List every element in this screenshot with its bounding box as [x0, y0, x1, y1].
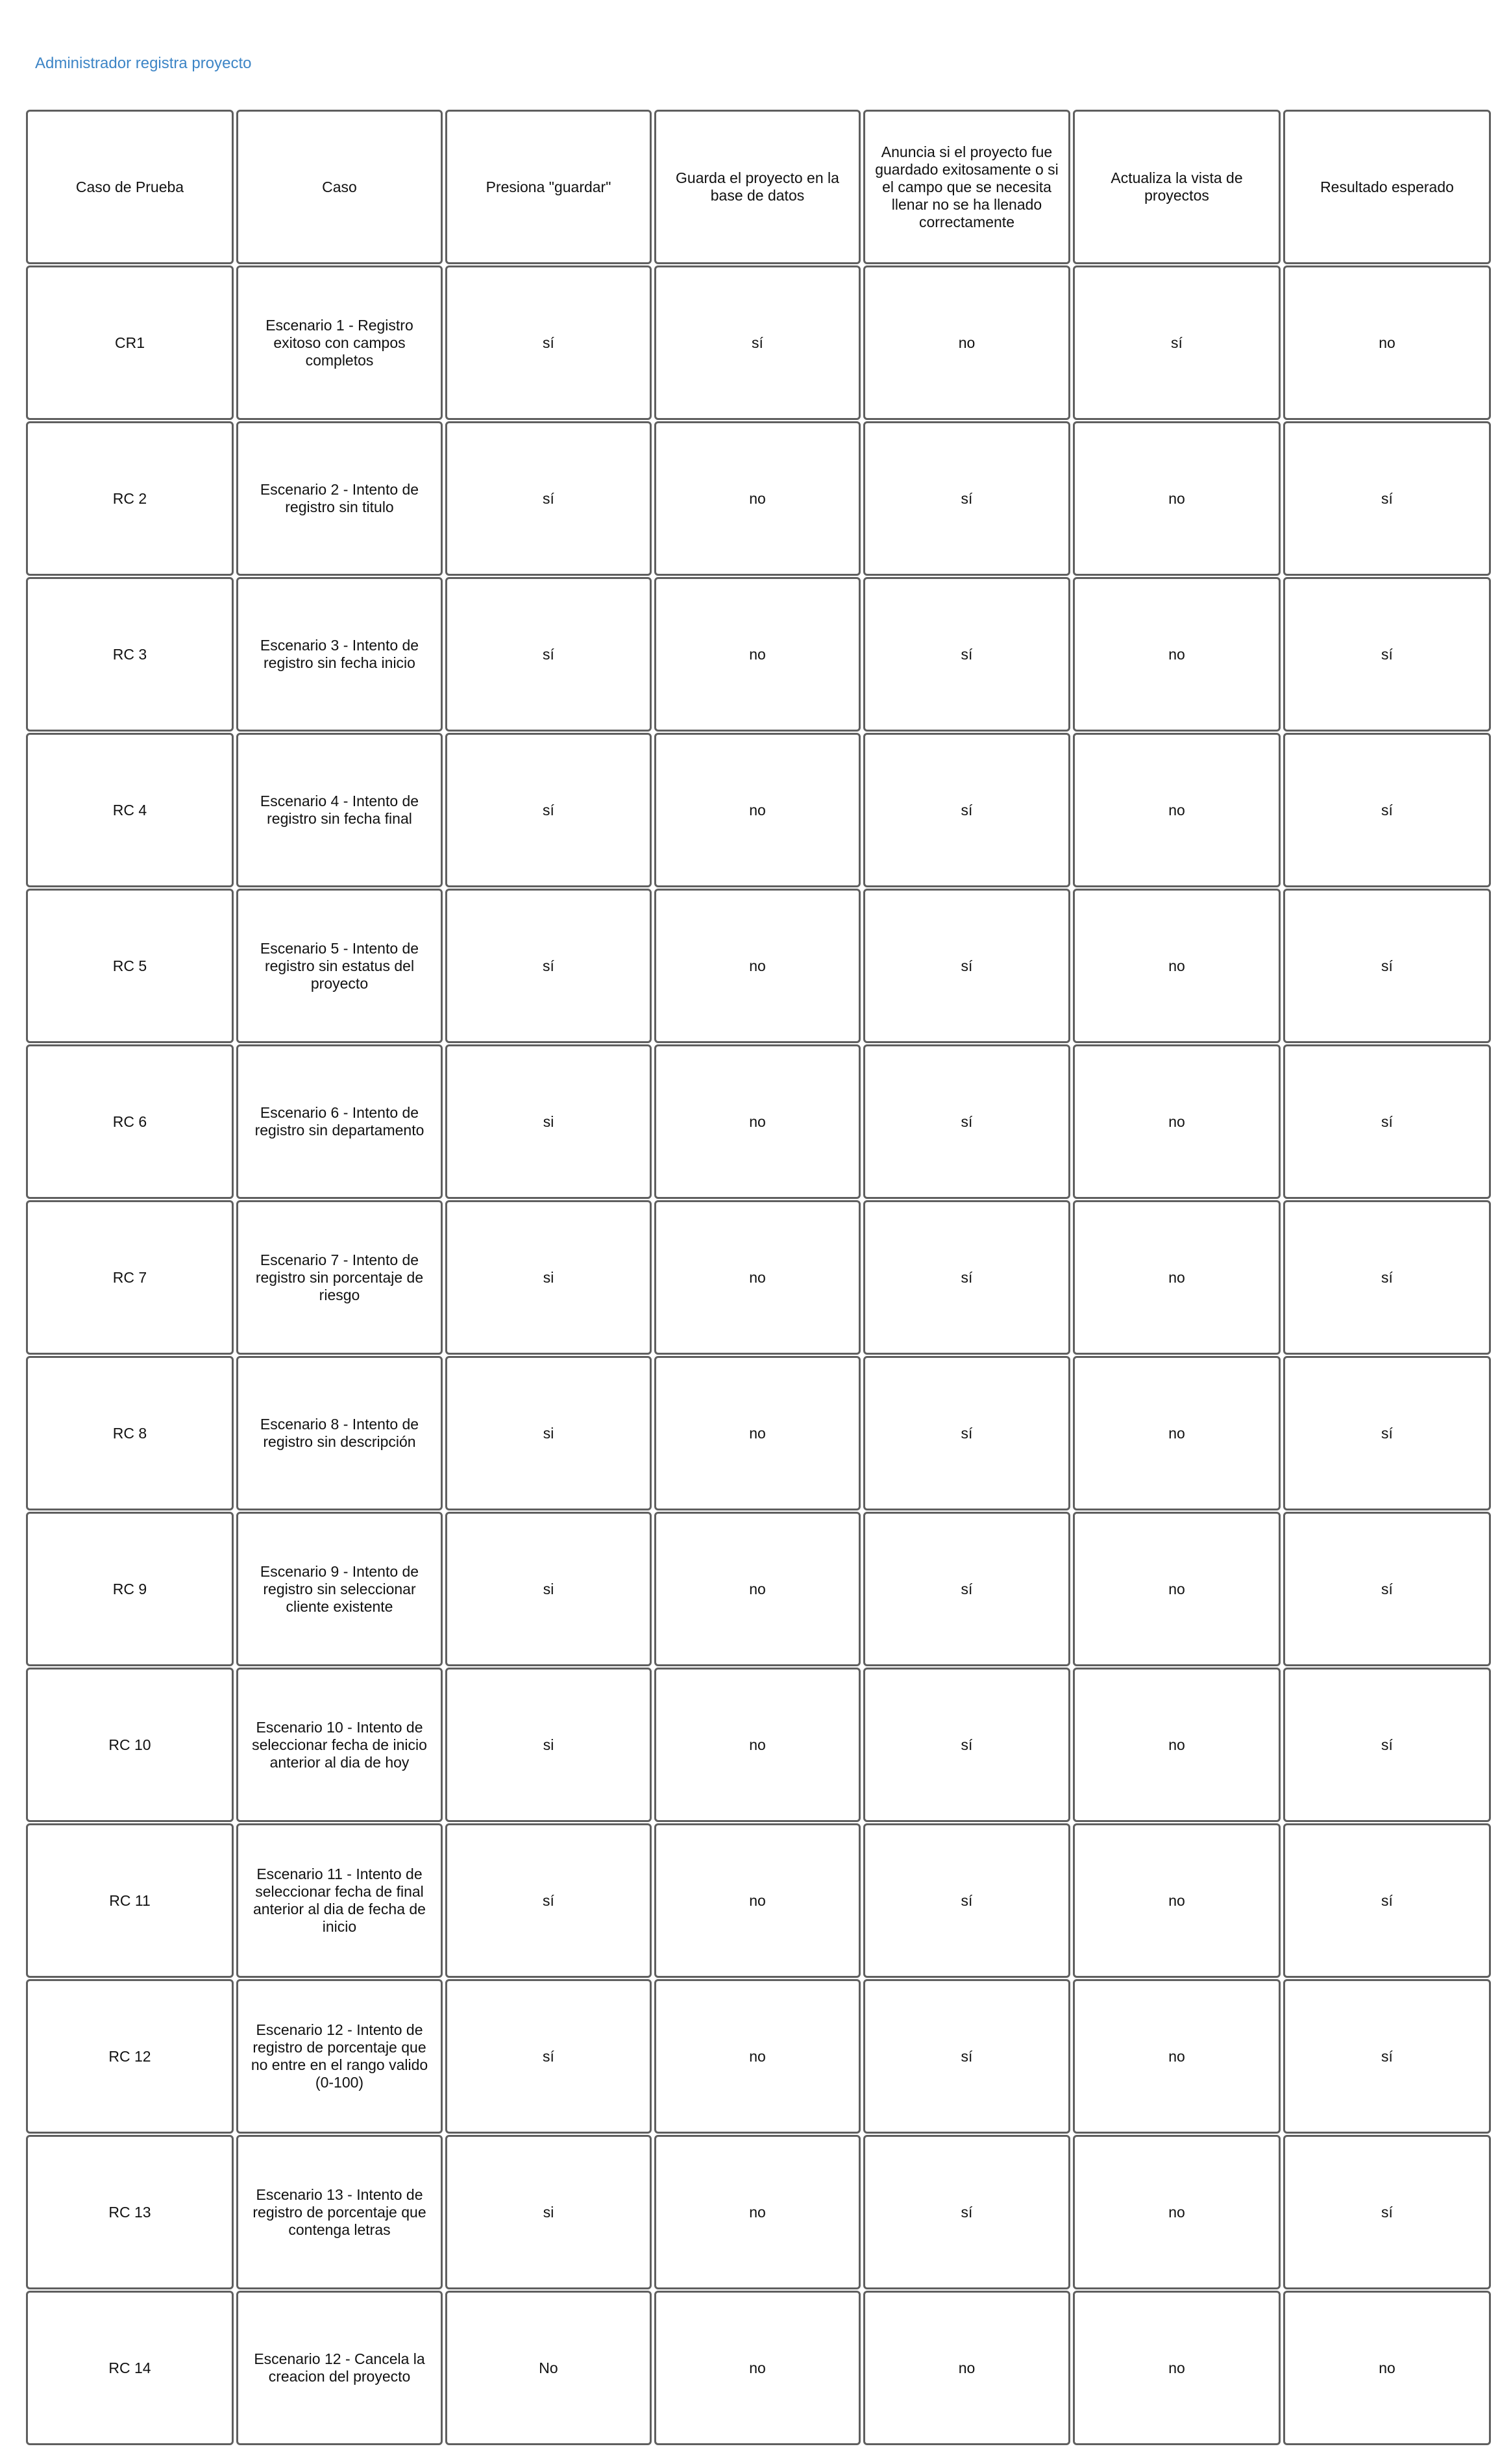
cell-announces-result: sí — [863, 1044, 1070, 1199]
cell-case: Escenario 2 - Intento de registro sin titulo — [236, 421, 443, 576]
cell-test-case-id: RC 4 — [26, 733, 234, 887]
cell-test-case-id: RC 13 — [26, 2135, 234, 2289]
cell-test-case-id: RC 10 — [26, 1668, 234, 1822]
cell-saves-to-database: no — [654, 2291, 861, 2445]
cell-press-save: sí — [445, 733, 652, 887]
cell-case: Escenario 4 - Intento de registro sin fecha final — [236, 733, 443, 887]
cell-saves-to-database: no — [654, 421, 861, 576]
cell-press-save: si — [445, 1044, 652, 1199]
cell-test-case-id: RC 5 — [26, 889, 234, 1043]
cell-saves-to-database: no — [654, 1823, 861, 1978]
cell-press-save: si — [445, 1200, 652, 1355]
cell-saves-to-database: no — [654, 1200, 861, 1355]
cell-announces-result: sí — [863, 889, 1070, 1043]
cell-saves-to-database: no — [654, 1668, 861, 1822]
cell-test-case-id: RC 2 — [26, 421, 234, 576]
cell-press-save: si — [445, 2135, 652, 2289]
cell-announces-result: sí — [863, 1512, 1070, 1666]
cell-updates-project-view: no — [1073, 1979, 1281, 2134]
cell-announces-result: no — [863, 2291, 1070, 2445]
cell-updates-project-view: sí — [1073, 265, 1281, 420]
cell-case: Escenario 8 - Intento de registro sin descripción — [236, 1356, 443, 1510]
header-updates-project-view: Actualiza la vista de proyectos — [1073, 110, 1281, 264]
cell-updates-project-view: no — [1073, 1668, 1281, 1822]
cell-updates-project-view: no — [1073, 577, 1281, 732]
cell-case: Escenario 12 - Cancela la creacion del proyecto — [236, 2291, 443, 2445]
cell-case: Escenario 10 - Intento de seleccionar fecha de inicio anterior al dia de hoy — [236, 1668, 443, 1822]
cell-expected-result: sí — [1283, 577, 1491, 732]
cell-saves-to-database: no — [654, 1356, 861, 1510]
cell-test-case-id: RC 7 — [26, 1200, 234, 1355]
cell-updates-project-view: no — [1073, 1200, 1281, 1355]
cell-updates-project-view: no — [1073, 1356, 1281, 1510]
cell-announces-result: sí — [863, 1356, 1070, 1510]
cell-updates-project-view: no — [1073, 2291, 1281, 2445]
cell-updates-project-view: no — [1073, 1512, 1281, 1666]
cell-press-save: si — [445, 1668, 652, 1822]
cell-test-case-id: RC 12 — [26, 1979, 234, 2134]
cell-saves-to-database: no — [654, 2135, 861, 2289]
cell-press-save: si — [445, 1512, 652, 1666]
cell-expected-result: sí — [1283, 1823, 1491, 1978]
cell-announces-result: sí — [863, 1200, 1070, 1355]
cell-updates-project-view: no — [1073, 889, 1281, 1043]
cell-expected-result: sí — [1283, 421, 1491, 576]
cell-case: Escenario 6 - Intento de registro sin departamento — [236, 1044, 443, 1199]
cell-test-case-id: CR1 — [26, 265, 234, 420]
cell-updates-project-view: no — [1073, 1823, 1281, 1978]
cell-updates-project-view: no — [1073, 1044, 1281, 1199]
cell-saves-to-database: no — [654, 889, 861, 1043]
cell-saves-to-database: sí — [654, 265, 861, 420]
cell-announces-result: sí — [863, 733, 1070, 887]
cell-test-case-id: RC 14 — [26, 2291, 234, 2445]
cell-case: Escenario 12 - Intento de registro de porcentaje que no entre en el rango valido (0-100) — [236, 1979, 443, 2134]
cell-announces-result: no — [863, 265, 1070, 420]
header-test-case-id: Caso de Prueba — [26, 110, 234, 264]
cell-updates-project-view: no — [1073, 2135, 1281, 2289]
cell-case: Escenario 3 - Intento de registro sin fecha inicio — [236, 577, 443, 732]
cell-expected-result: sí — [1283, 1979, 1491, 2134]
cell-test-case-id: RC 9 — [26, 1512, 234, 1666]
cell-expected-result: sí — [1283, 1200, 1491, 1355]
test-case-table — [25, 109, 1488, 2446]
cell-updates-project-view: no — [1073, 733, 1281, 887]
header-expected-result: Resultado esperado — [1283, 110, 1491, 264]
cell-test-case-id: RC 6 — [26, 1044, 234, 1199]
cell-test-case-id: RC 3 — [26, 577, 234, 732]
cell-saves-to-database: no — [654, 1979, 861, 2134]
cell-saves-to-database: no — [654, 1512, 861, 1666]
header-saves-to-database: Guarda el proyecto en la base de datos — [654, 110, 861, 264]
header-press-save: Presiona "guardar" — [445, 110, 652, 264]
cell-announces-result: sí — [863, 1979, 1070, 2134]
cell-updates-project-view: no — [1073, 421, 1281, 576]
cell-press-save: sí — [445, 1823, 652, 1978]
cell-expected-result: no — [1283, 265, 1491, 420]
cell-case: Escenario 9 - Intento de registro sin seleccionar cliente existente — [236, 1512, 443, 1666]
cell-press-save: sí — [445, 889, 652, 1043]
cell-press-save: sí — [445, 1979, 652, 2134]
page-title: Administrador registra proyecto — [35, 55, 252, 72]
cell-announces-result: sí — [863, 577, 1070, 732]
cell-saves-to-database: no — [654, 733, 861, 887]
cell-test-case-id: RC 11 — [26, 1823, 234, 1978]
cell-press-save: sí — [445, 577, 652, 732]
cell-case: Escenario 5 - Intento de registro sin estatus del proyecto — [236, 889, 443, 1043]
cell-saves-to-database: no — [654, 1044, 861, 1199]
header-announces-result: Anuncia si el proyecto fue guardado exitosamente o si el campo que se necesita llenar no se ha llenado correctamente — [863, 110, 1070, 264]
cell-announces-result: sí — [863, 2135, 1070, 2289]
cell-press-save: si — [445, 1356, 652, 1510]
cell-saves-to-database: no — [654, 577, 861, 732]
cell-press-save: No — [445, 2291, 652, 2445]
cell-expected-result: sí — [1283, 1356, 1491, 1510]
cell-press-save: sí — [445, 421, 652, 576]
cell-announces-result: sí — [863, 1823, 1070, 1978]
cell-announces-result: sí — [863, 1668, 1070, 1822]
cell-expected-result: sí — [1283, 1668, 1491, 1822]
cell-case: Escenario 13 - Intento de registro de porcentaje que contenga letras — [236, 2135, 443, 2289]
cell-case: Escenario 7 - Intento de registro sin porcentaje de riesgo — [236, 1200, 443, 1355]
cell-expected-result: sí — [1283, 889, 1491, 1043]
cell-expected-result: sí — [1283, 1044, 1491, 1199]
cell-expected-result: sí — [1283, 2135, 1491, 2289]
cell-expected-result: sí — [1283, 733, 1491, 887]
cell-press-save: sí — [445, 265, 652, 420]
cell-expected-result: no — [1283, 2291, 1491, 2445]
cell-announces-result: sí — [863, 421, 1070, 576]
cell-test-case-id: RC 8 — [26, 1356, 234, 1510]
cell-case: Escenario 11 - Intento de seleccionar fecha de final anterior al dia de fecha de inicio — [236, 1823, 443, 1978]
cell-case: Escenario 1 - Registro exitoso con campos completos — [236, 265, 443, 420]
cell-expected-result: sí — [1283, 1512, 1491, 1666]
header-case: Caso — [236, 110, 443, 264]
